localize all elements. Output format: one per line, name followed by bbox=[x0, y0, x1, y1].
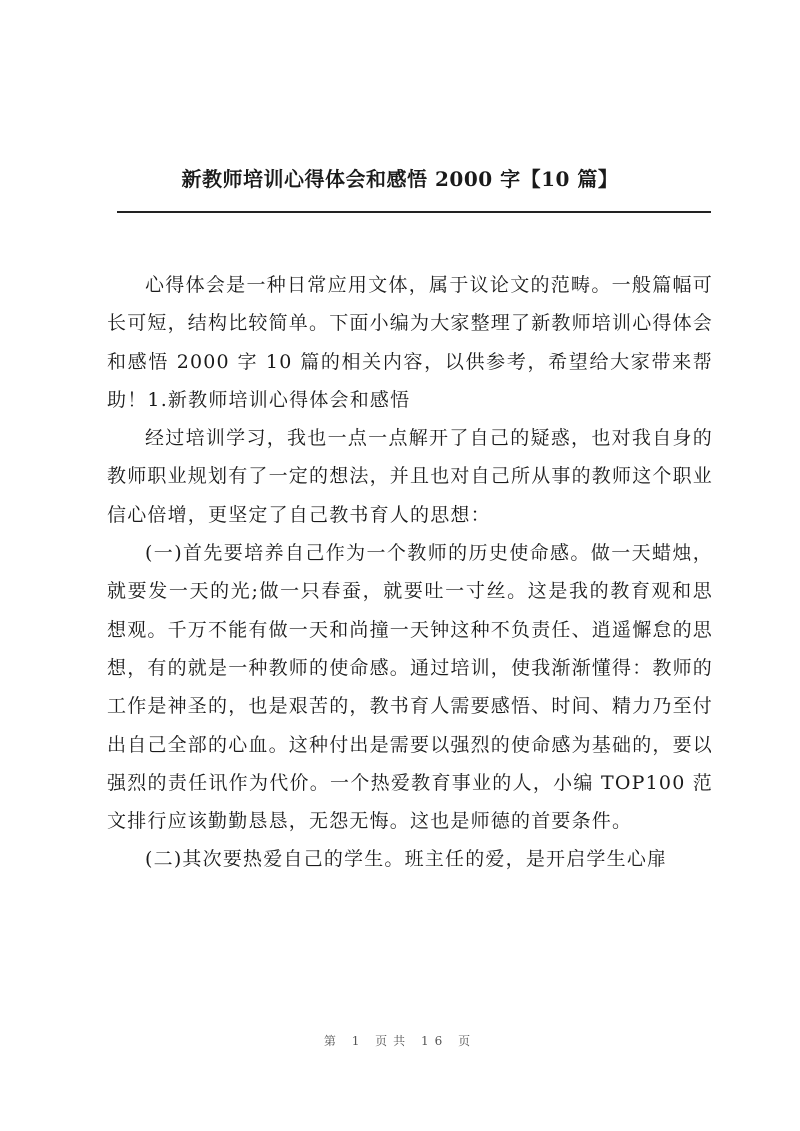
document-body bbox=[107, 266, 713, 879]
paragraph: (二)其次要热爱自己的学生。班主任的爱，是开启学生心扉 bbox=[145, 848, 668, 871]
title-divider bbox=[117, 211, 711, 213]
paragraph: 经过培训学习，我也一点一点解开了自己的疑惑，也对我自身的教师职业规划有了一定的想法，并且也对自己所从事的教师这个职业信心倍增，更坚定了自己教书育人的思想： bbox=[107, 427, 714, 526]
paragraph: (一)首先要培养自己作为一个教师的历史使命感。做一天蜡烛，就要发一天的光;做一只春蚕，就要吐一寸丝。这是我的教育观和思想观。千万不能有做一天和尚撞一天钟这种不负责任、逍遥懈怠的思想，有的就是一种教师的使命感。通过培训，使我渐渐懂得：教师的工作是神圣的，也是艰苦的，教书育人需要感悟、时间、精力乃至付出自己全部的心血。这种付出是需要以强烈的使命感为基础的，要以强烈的责任讯作为代价。一个热爱教育事业的人，小编 TOP100 范文排行应该勤勤恳恳，无怨无悔。这也是师德的首要条件。 bbox=[107, 542, 714, 833]
document-title: 新教师培训心得体会和感悟 2000 字【10 篇】 bbox=[181, 167, 619, 191]
page-number-footer: 第 1 页共 16 页 bbox=[323, 1034, 477, 1048]
paragraph: 心得体会是一种日常应用文体，属于议论文的范畴。一般篇幅可长可短，结构比较简单。下面小编为大家整理了新教师培训心得体会和感悟 2000 字 10 篇的相关内容，以供参考，希望给大家带来帮助！1.新教师培训心得体会和感悟 bbox=[107, 274, 714, 411]
